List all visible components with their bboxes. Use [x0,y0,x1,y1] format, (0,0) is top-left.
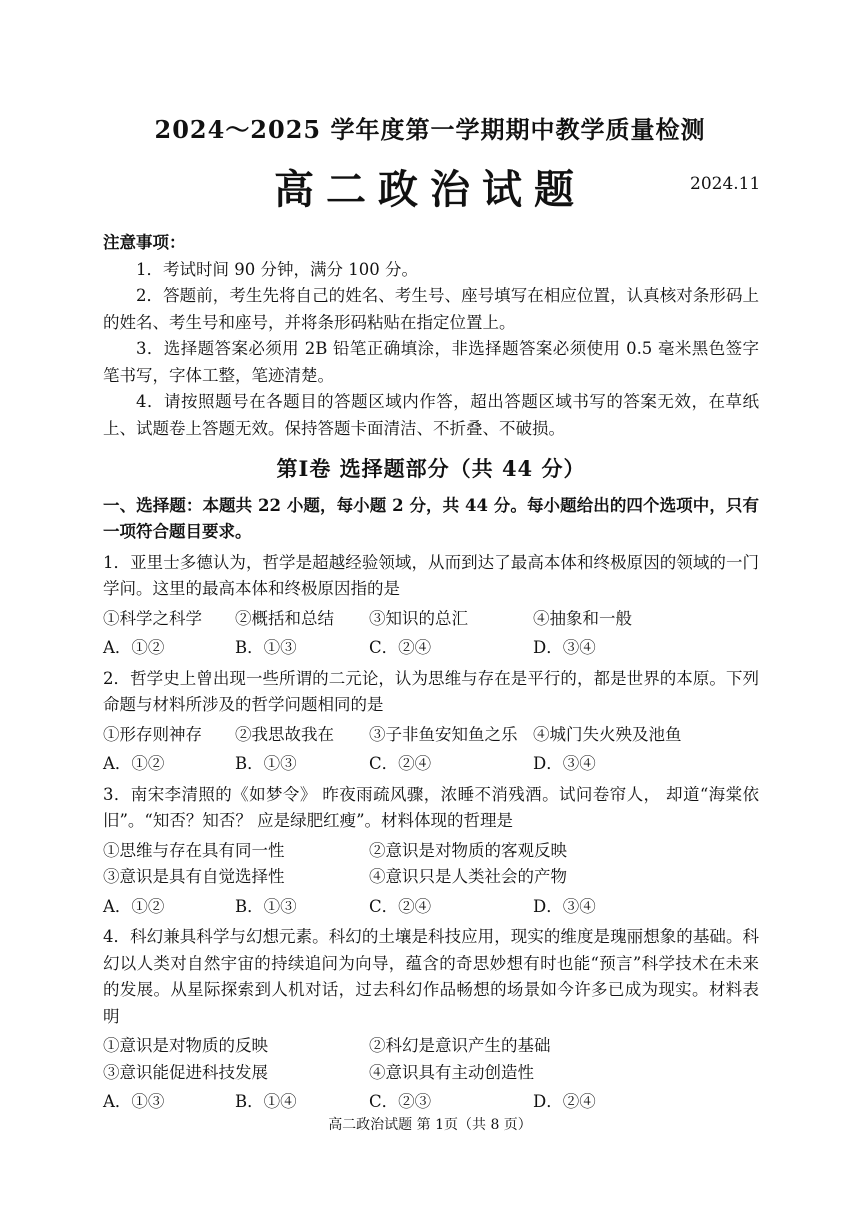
answer-choices [103,635,759,662]
exam-title: 2024～2025 学年度第一学期期中教学质量检测 [154,115,706,144]
option: ③意识是具有自觉选择性 [103,867,285,886]
option: ③子非鱼安知鱼之乐 [369,724,518,744]
answer-choice: A．①② [103,638,165,657]
option-list [103,722,759,749]
notice-item-2: 2．答题前，考生先将自己的姓名、考生号、座号填写在相应位置，认真核对条形码上的姓名、考生号和座号，并将条形码粘贴在指定位置上。 [103,286,759,332]
section-title: 第Ⅰ卷 选择题部分（共 44 分） [276,456,586,481]
option-list [103,838,759,891]
option: ④城门失火殃及池鱼 [533,724,682,744]
answer-choice: D．③④ [533,638,596,657]
option: ②科幻是意识产生的基础 [369,1036,551,1055]
question-stem: 3．南宋李清照的《如梦令》 昨夜雨疏风骤，浓睡不消残酒。试问卷帘人， 却道“海棠依旧”。“知否？知否？ 应是绿肥红瘦”。材料体现的哲理是 [103,784,759,830]
option: ②概括和总结 [235,608,334,628]
exam-content [103,230,759,1116]
option: ①形存则神存 [103,724,202,744]
option: ②我思故我在 [235,724,334,744]
section-intro: 一、选择题：本题共 22 小题，每小题 2 分，共 44 分。每小题给出的四个选项中，只有一项符合题目要求。 [103,495,759,541]
page-footer: 高二政治试题 第 1页（共 8 页） [328,1117,532,1133]
option: ①思维与存在具有同一性 [103,840,285,860]
answer-choice: C．②③ [369,1092,432,1111]
question-stem: 1．亚里士多德认为，哲学是超越经验领域，从而到达了最高本体和终极原因的领域的一门学问。这里的最高本体和终极原因指的是 [103,552,759,598]
option-list [103,606,759,633]
answer-choice: A．①② [103,896,165,916]
main-title: 高二政治试题 [274,166,586,213]
notice-title: 注意事项： [103,233,186,252]
answer-choice: C．②④ [369,896,432,916]
question-stem: 4．科幻兼具科学与幻想元素。科幻的土壤是科技应用，现实的维度是瑰丽想象的基础。科幻以人类对自然宇宙的持续追问为向导，蕴含的奇思妙想有时也能“预言”科学技术在未来的发展。从星际探索到人机对话，过去科幻作品畅想的场景如今许多已成为现实。材料表明 [103,927,759,1026]
option: ①科学之科学 [103,608,202,628]
option: ④抽象和一般 [533,608,632,628]
answer-choice: D．②④ [533,1092,596,1111]
question-2 [103,666,759,778]
option: ③意识能促进科技发展 [103,1062,268,1082]
answer-choice: A．①③ [103,1092,165,1111]
exam-date: 2024.11 [690,174,761,194]
answer-choice: B．①③ [235,638,297,657]
answer-choices [103,1089,759,1116]
answer-choice: D．③④ [533,754,596,773]
answer-choice: B．①③ [235,754,297,773]
notice-item-3: 3．选择题答案必须用 2B 铅笔正确填涂，非选择题答案必须使用 0.5 毫米黑色签字笔书写，字体工整，笔迹清楚。 [103,339,759,385]
answer-choices [103,894,759,921]
answer-choice: A．①② [103,754,165,773]
option: ②意识是对物质的客观反映 [369,840,567,860]
answer-choice: B．①④ [235,1092,297,1111]
option: ④意识具有主动创造性 [369,1062,534,1082]
option-list [103,1033,759,1086]
option: ③知识的总汇 [369,608,468,628]
question-3 [103,782,759,921]
answer-choices [103,751,759,778]
answer-choice: C．②④ [369,754,432,773]
question-1 [103,550,759,662]
option: ①意识是对物质的反映 [103,1036,268,1055]
answer-choice: C．②④ [369,638,432,657]
option: ④意识只是人类社会的产物 [369,867,567,886]
answer-choice: D．③④ [533,896,596,916]
notice-item-1: 1．考试时间 90 分钟，满分 100 分。 [136,259,418,279]
answer-choice: B．①③ [235,896,297,916]
question-stem: 2．哲学史上曾出现一些所谓的二元论，认为思维与存在是平行的，都是世界的本原。下列命题与材料所涉及的哲学问题相同的是 [103,668,759,714]
notice-item-4: 4．请按照题号在各题目的答题区域内作答，超出答题区域书写的答案无效，在草纸上、试题卷上答题无效。保持答题卡面清洁、不折叠、不破损。 [103,392,759,438]
question-4 [103,924,759,1116]
